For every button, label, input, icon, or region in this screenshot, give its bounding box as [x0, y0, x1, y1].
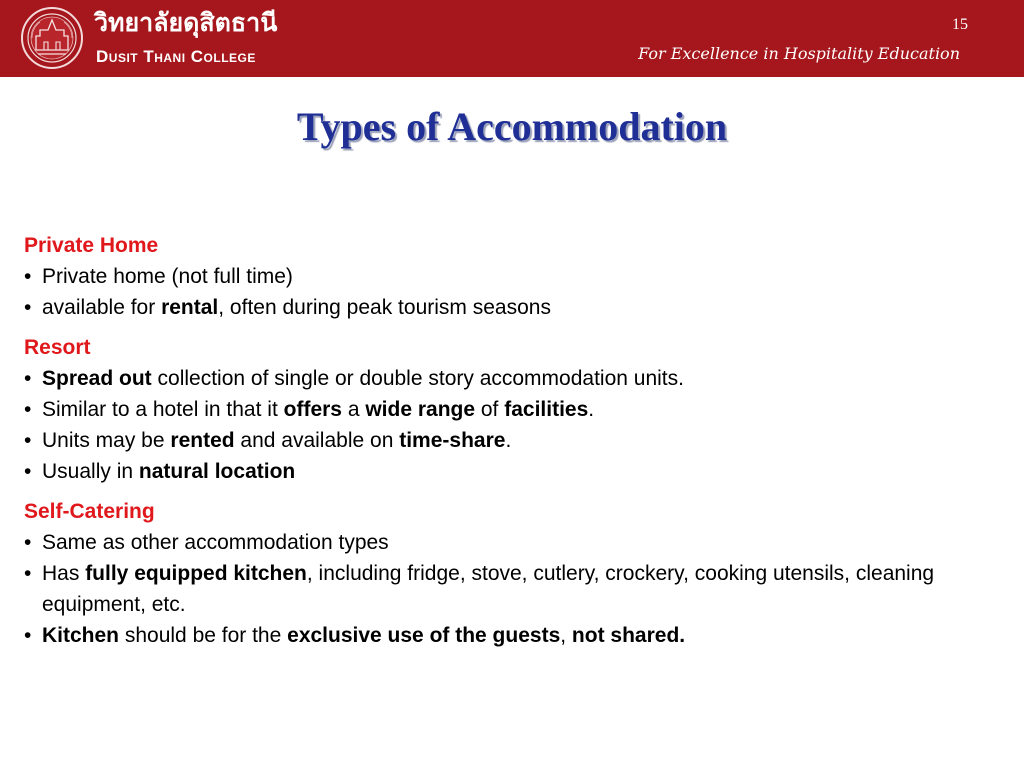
bullet-text: available for [42, 296, 162, 319]
section-heading: Private Home [24, 234, 159, 257]
bullet-emphasis: wide range [365, 398, 476, 421]
bullet-text: Has [42, 562, 86, 585]
bullet-text: collection of single or double story accommodation units. [151, 367, 684, 390]
college-name-english: Dusit Thani College [96, 47, 256, 66]
bullet-emphasis: rented [170, 429, 235, 452]
bullet-text: and available on [234, 429, 400, 452]
section-resort [24, 332, 994, 487]
bullet-emphasis: exclusive use of the guests [287, 624, 561, 647]
bullet-text: . [505, 429, 512, 452]
bullet-item [24, 363, 994, 394]
slide-number: 15 [952, 16, 968, 33]
bullet-item [24, 261, 994, 292]
bullet-emphasis: fully equipped kitchen [85, 562, 307, 585]
bullet-icon: • [24, 398, 32, 421]
bullet-icon: • [24, 531, 32, 554]
bullet-text: should be for the [119, 624, 288, 647]
section-private-home [24, 230, 994, 323]
bullet-emphasis: rental [161, 296, 219, 319]
college-name-thai: วิทยาลัยดุสิตธานี [94, 8, 278, 37]
college-tagline: For Excellence in Hospitality Education [638, 44, 960, 63]
bullet-emphasis: facilities [504, 398, 589, 421]
bullet-text: Private home (not full time) [42, 265, 293, 288]
bullet-text: , often during peak tourism seasons [218, 296, 551, 319]
bullet-icon: • [24, 624, 32, 647]
bullet-emphasis: not shared. [571, 624, 686, 647]
bullet-item [24, 558, 994, 620]
bullet-item [24, 292, 994, 323]
bullet-text: a [341, 398, 366, 421]
bullet-text: Same as other accommodation types [42, 531, 389, 554]
bullet-item [24, 425, 994, 456]
bullet-icon: • [24, 296, 32, 319]
section-self-catering [24, 496, 994, 651]
bullet-icon: • [24, 367, 32, 390]
bullet-text: Similar to a hotel in that it [42, 398, 284, 421]
bullet-emphasis: Spread out [42, 367, 152, 390]
bullet-emphasis: time-share [399, 429, 506, 452]
section-heading: Self-Catering [24, 500, 155, 523]
section-heading: Resort [24, 336, 91, 359]
header-banner [0, 0, 1024, 77]
bullet-icon: • [24, 265, 32, 288]
bullet-item [24, 394, 994, 425]
bullet-emphasis: Kitchen [42, 624, 120, 647]
bullet-text: of [475, 398, 505, 421]
bullet-text: . [588, 398, 595, 421]
bullet-icon: • [24, 460, 32, 483]
slide-title: Types of Accommodation [296, 104, 728, 149]
bullet-text: , including fridge, stove, cutlery, crockery, cooking utensils, cleaning equipment, etc. [42, 562, 935, 616]
bullet-text: Usually in [42, 460, 139, 483]
bullet-item [24, 620, 994, 651]
bullet-text: Units may be [42, 429, 171, 452]
bullet-item [24, 456, 994, 487]
college-seal-icon [20, 6, 84, 70]
bullet-emphasis: natural location [138, 460, 296, 483]
bullet-text: , [560, 624, 572, 647]
bullet-item [24, 527, 994, 558]
bullet-icon: • [24, 562, 32, 585]
bullet-icon: • [24, 429, 32, 452]
bullet-emphasis: offers [283, 398, 342, 421]
slide-content [24, 230, 994, 660]
